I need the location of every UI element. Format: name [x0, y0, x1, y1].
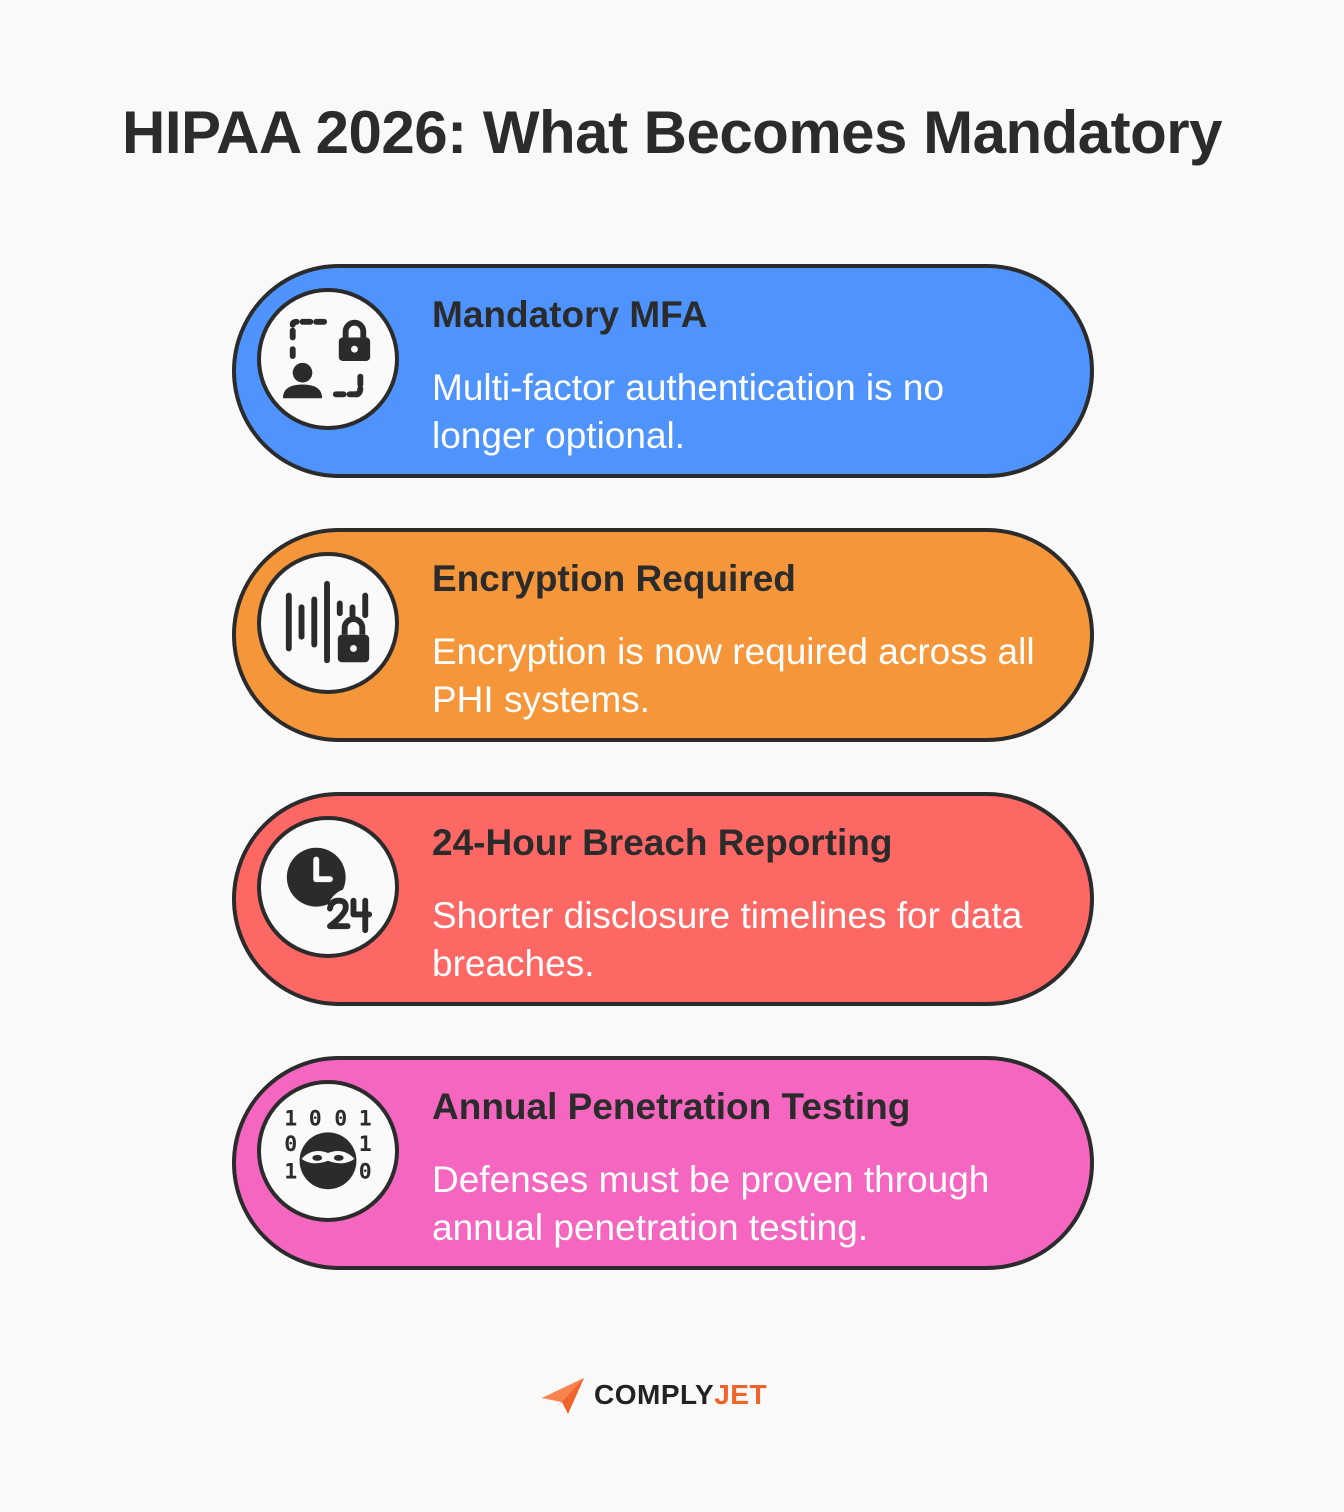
svg-text:0: 0 [358, 1159, 372, 1185]
svg-text:0: 0 [334, 1106, 348, 1132]
svg-text:1: 1 [358, 1132, 372, 1157]
user-lock-icon [257, 288, 399, 430]
svg-text:1: 1 [284, 1106, 298, 1132]
card-description: Encryption is now required across all PHI systems. [432, 631, 1035, 720]
card-title: Mandatory MFA [432, 294, 708, 335]
paper-plane-icon [540, 1374, 586, 1416]
svg-text:0: 0 [284, 1132, 298, 1157]
brand-name-part1: COMPLY [594, 1379, 715, 1410]
waveform-lock-icon [257, 552, 399, 694]
card-mandatory-mfa [232, 264, 1094, 478]
card-annual-penetration-testing [232, 1056, 1094, 1270]
svg-text:0: 0 [308, 1106, 322, 1132]
brand-name-part2: JET [714, 1379, 768, 1410]
svg-text:1: 1 [284, 1159, 298, 1185]
card-title: Annual Penetration Testing [432, 1086, 911, 1127]
svg-text:1: 1 [358, 1106, 372, 1132]
hacker-binary-icon [257, 1080, 399, 1222]
card-description: Multi-factor authentication is no longer optional. [432, 367, 945, 456]
card-24-hour-breach-reporting [232, 792, 1094, 1006]
card-description: Shorter disclosure timelines for data breaches. [432, 895, 1023, 984]
card-encryption-required [232, 528, 1094, 742]
brand-logo [540, 1372, 767, 1418]
card-title: 24-Hour Breach Reporting [432, 822, 893, 863]
page-title: HIPAA 2026: What Becomes Mandatory [122, 99, 1222, 166]
card-description: Defenses must be proven through annual penetration testing. [432, 1159, 990, 1248]
clock-24-icon [257, 816, 399, 958]
card-title: Encryption Required [432, 558, 796, 599]
